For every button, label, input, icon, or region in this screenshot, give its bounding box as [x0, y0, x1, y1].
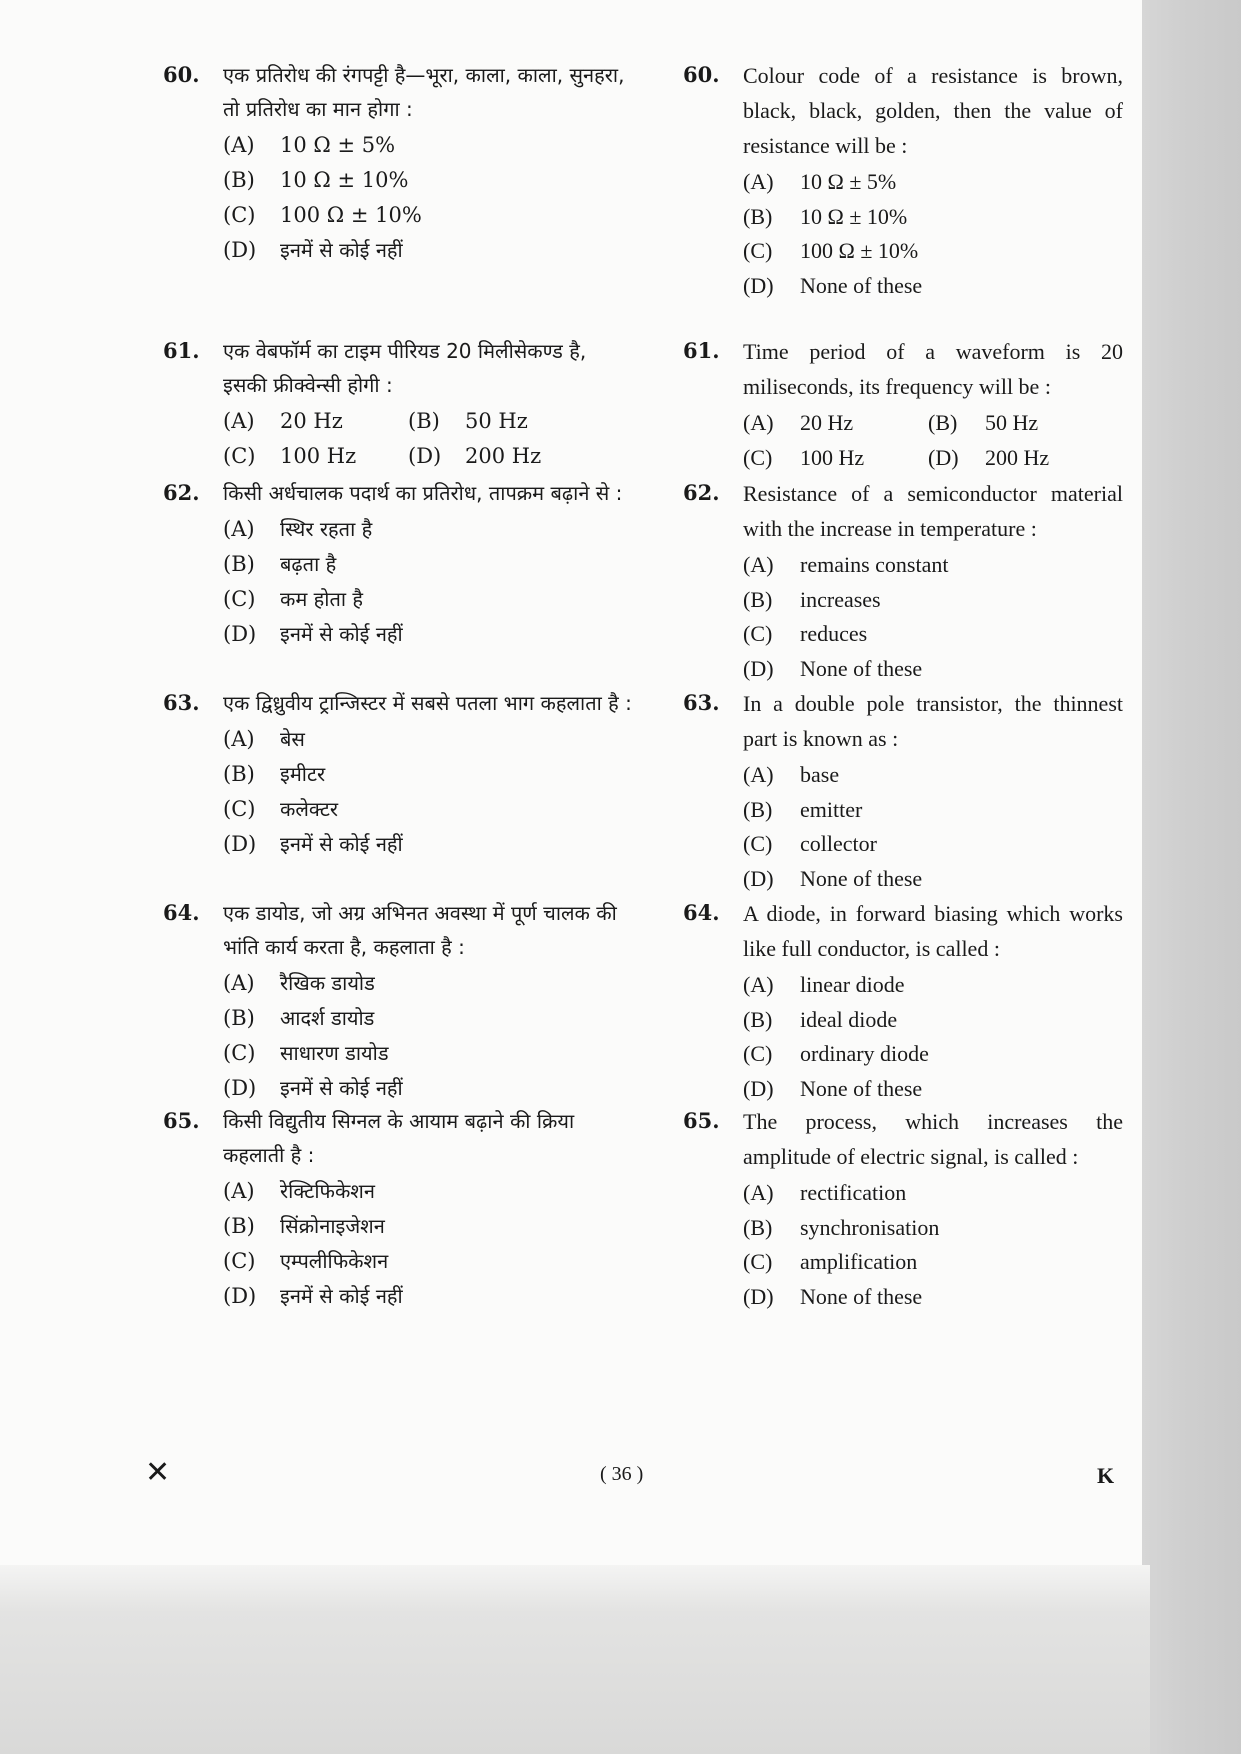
question-number: 61.: [163, 338, 200, 363]
question-text: Time period of a waveform is 20 miliseconds, its frequency will be :: [743, 339, 1123, 399]
question-text: Resistance of a semiconductor material with the increase in temperature :: [743, 481, 1123, 541]
question-number: 63.: [163, 690, 200, 715]
option-d: (D) None of these: [743, 1283, 923, 1309]
option-c: (C) साधारण डायोड: [223, 1041, 389, 1065]
question-number: 60.: [683, 62, 720, 87]
question-text: In a double pole transistor, the thinnest part is known as :: [743, 691, 1123, 751]
scan-shadow-right: [1142, 0, 1241, 1754]
option-d: (D) इनमें से कोई नहीं: [223, 238, 403, 262]
question-61-english: [683, 334, 1123, 475]
option-b: (B) सिंक्रोनाइजेशन: [223, 1214, 385, 1238]
option-a: (A) रेक्टिफिकेशन: [223, 1179, 375, 1203]
cross-mark-icon: ✕: [145, 1455, 171, 1490]
options-list: [223, 722, 633, 862]
question-65-hindi: [163, 1104, 633, 1314]
option-d: (D) इनमें से कोई नहीं: [223, 622, 403, 646]
scan-shadow-bottom: [0, 1565, 1150, 1754]
options-list: [223, 1174, 633, 1314]
option-c: (C) 100 Hz: [223, 444, 357, 468]
question-number: 62.: [163, 480, 200, 505]
option-c: (C) 100 Ω ± 10%: [223, 203, 422, 227]
question-text: एक वेबफॉर्म का टाइम पीरियड 20 मिलीसेकण्ड है, इसकी फ्रीक्वेन्सी होगी :: [223, 339, 587, 397]
option-b: (B) आदर्श डायोड: [223, 1006, 375, 1030]
option-a: (A) रैखिक डायोड: [223, 971, 375, 995]
option-b: (B) increases: [743, 586, 881, 612]
option-c: (C) 100 Hz: [743, 444, 865, 470]
question-number: 64.: [683, 900, 720, 925]
option-d: (D) None of these: [743, 655, 923, 681]
option-c: (C) collector: [743, 831, 877, 856]
question-text: किसी विद्युतीय सिग्नल के आयाम बढ़ाने की क्रिया कहलाती है :: [223, 1109, 575, 1167]
question-text: किसी अर्धचालक पदार्थ का प्रतिरोध, तापक्रम बढ़ाने से :: [223, 481, 623, 505]
option-c: (C) कम होता है: [223, 587, 364, 611]
option-a: (A) rectification: [743, 1180, 907, 1205]
question-63-english: [683, 686, 1123, 896]
option-b: (B) 10 Ω ± 10%: [223, 168, 409, 192]
option-d: (D) 200 Hz: [408, 444, 542, 468]
option-d: (D) इनमें से कोई नहीं: [223, 1284, 403, 1308]
question-number: 60.: [163, 62, 200, 87]
option-d: (D) None of these: [743, 865, 923, 891]
option-d: (D) 200 Hz: [928, 444, 1050, 470]
option-a: (A) 20 Hz: [223, 409, 343, 433]
question-text: एक प्रतिरोध की रंगपट्टी है—भूरा, काला, काला, सुनहरा, तो प्रतिरोध का मान होगा :: [223, 63, 625, 121]
options-list: [743, 406, 1123, 475]
question-63-hindi: [163, 686, 633, 862]
question-text: Colour code of a resistance is brown, black, black, golden, then the value of resistance will be :: [743, 63, 1123, 158]
question-number: 62.: [683, 480, 720, 505]
option-c: (C) amplification: [743, 1249, 918, 1274]
question-number: 64.: [163, 900, 200, 925]
option-c: (C) reduces: [743, 621, 868, 646]
option-b: (B) 50 Hz: [408, 409, 528, 433]
question-60-hindi: [163, 58, 633, 268]
option-a: (A) 10 Ω ± 5%: [223, 133, 396, 157]
question-text: एक द्विध्रुवीय ट्रान्जिस्टर में सबसे पतला भाग कहलाता है :: [223, 691, 632, 715]
option-d: (D) None of these: [743, 272, 923, 298]
options-list: [223, 512, 633, 652]
question-number: 63.: [683, 690, 720, 715]
question-number: 61.: [683, 338, 720, 363]
question-number: 65.: [683, 1108, 720, 1133]
question-text: The process, which increases the amplitude of electric signal, is called :: [743, 1109, 1123, 1169]
question-text: एक डायोड, जो अग्र अभिनत अवस्था में पूर्ण चालक की भांति कार्य करता है, कहलाता है :: [223, 901, 617, 959]
option-c: (C) ordinary diode: [743, 1041, 929, 1066]
option-b: (B) बढ़ता है: [223, 552, 337, 576]
page-number: ( 36 ): [600, 1463, 644, 1485]
option-b: (B) 50 Hz: [928, 410, 1039, 435]
option-a: (A) स्थिर रहता है: [223, 517, 373, 541]
option-c: (C) कलेक्टर: [223, 797, 339, 821]
option-c: (C) एम्पलीफिकेशन: [223, 1249, 389, 1273]
options-list: [743, 548, 1123, 686]
options-list: [743, 758, 1123, 896]
options-list: [743, 968, 1123, 1106]
option-b: (B) synchronisation: [743, 1214, 940, 1240]
option-a: (A) remains constant: [743, 552, 949, 577]
option-d: (D) None of these: [743, 1075, 923, 1101]
option-a: (A) linear diode: [743, 972, 905, 997]
option-a: (A) 20 Hz: [743, 410, 854, 435]
options-list: [743, 1176, 1123, 1314]
question-64-english: [683, 896, 1123, 1106]
option-b: (B) 10 Ω ± 10%: [743, 203, 908, 229]
option-a: (A) 10 Ω ± 5%: [743, 169, 897, 194]
option-a: (A) बेस: [223, 727, 305, 751]
option-d: (D) इनमें से कोई नहीं: [223, 1076, 403, 1100]
question-number: 65.: [163, 1108, 200, 1133]
option-c: (C) 100 Ω ± 10%: [743, 238, 919, 263]
options-list: [223, 404, 633, 474]
question-62-hindi: [163, 476, 633, 652]
question-64-hindi: [163, 896, 633, 1106]
options-list: [743, 165, 1123, 303]
option-a: (A) base: [743, 762, 840, 787]
options-list: [223, 966, 633, 1106]
question-60-english: [683, 58, 1123, 303]
option-b: (B) इमीटर: [223, 762, 326, 786]
question-62-english: [683, 476, 1123, 686]
option-b: (B) emitter: [743, 796, 863, 822]
question-text: A diode, in forward biasing which works like full conductor, is called :: [743, 901, 1123, 961]
options-list: [223, 128, 633, 268]
question-65-english: [683, 1104, 1123, 1314]
booklet-code: K: [1097, 1463, 1115, 1488]
option-b: (B) ideal diode: [743, 1006, 898, 1032]
option-d: (D) इनमें से कोई नहीं: [223, 832, 403, 856]
question-61-hindi: [163, 334, 633, 474]
